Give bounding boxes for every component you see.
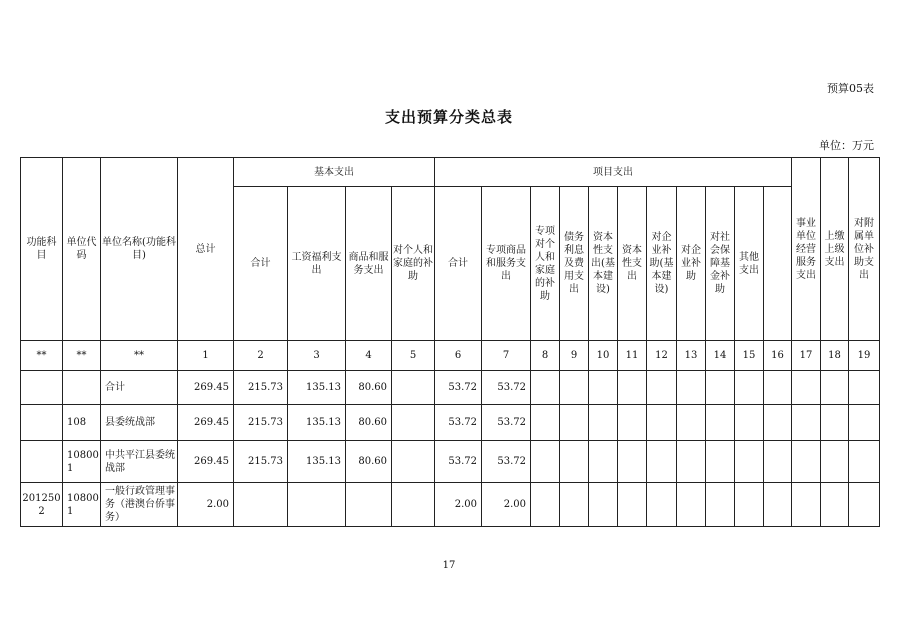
header-enterprise-subsidy: 对企业补助 xyxy=(677,187,706,341)
index-cell: 17 xyxy=(792,341,821,371)
index-cell: ** xyxy=(63,341,101,371)
index-cell: ** xyxy=(21,341,63,371)
index-cell: 11 xyxy=(618,341,647,371)
index-cell: 16 xyxy=(764,341,792,371)
index-cell: 9 xyxy=(560,341,589,371)
table-row xyxy=(21,483,880,527)
wages-cell: 135.13 xyxy=(288,441,346,483)
project-total-cell: 2.00 xyxy=(435,483,482,527)
page-title: 支出预算分类总表 xyxy=(384,108,513,126)
basic-total-cell: 215.73 xyxy=(234,405,288,441)
index-cell: 6 xyxy=(435,341,482,371)
header-func-subject: 功能科目 xyxy=(21,158,63,341)
project-total-cell: 53.72 xyxy=(435,405,482,441)
wages-cell: 135.13 xyxy=(288,371,346,405)
index-cell: 4 xyxy=(346,341,392,371)
personal-cell xyxy=(392,405,435,441)
index-cell: 5 xyxy=(392,341,435,371)
header-unit-name: 单位名称(功能科目) xyxy=(101,158,178,341)
budget-table xyxy=(20,157,880,527)
header-basic-total: 合计 xyxy=(234,187,288,341)
personal-cell xyxy=(392,441,435,483)
index-row xyxy=(21,341,880,371)
header-enterprise-subsidy-basic: 对企业补助(基本建设) xyxy=(647,187,677,341)
index-cell: 19 xyxy=(849,341,880,371)
index-cell: 10 xyxy=(589,341,618,371)
index-cell: 14 xyxy=(706,341,735,371)
header-project-group: 项目支出 xyxy=(435,158,792,187)
table-row xyxy=(21,371,880,405)
basic-total-cell: 215.73 xyxy=(234,441,288,483)
personal-cell xyxy=(392,483,435,527)
func-cell xyxy=(21,371,63,405)
index-cell: 12 xyxy=(647,341,677,371)
total-cell: 2.00 xyxy=(178,483,234,527)
code-cell: 108 xyxy=(63,405,101,441)
name-cell: 中共平江县委统战部 xyxy=(101,441,178,483)
header-project-total: 合计 xyxy=(435,187,482,341)
header-unit-code: 单位代码 xyxy=(63,158,101,341)
name-cell: 合计 xyxy=(101,371,178,405)
header-operating: 事业单位经营服务支出 xyxy=(792,158,821,341)
header-wages: 工资福利支出 xyxy=(288,187,346,341)
func-cell xyxy=(21,405,63,441)
goods-cell: 80.60 xyxy=(346,371,392,405)
goods-cell: 80.60 xyxy=(346,405,392,441)
code-cell xyxy=(63,371,101,405)
personal-cell xyxy=(392,371,435,405)
index-cell: 3 xyxy=(288,341,346,371)
header-upper-payment: 上缴上级支出 xyxy=(821,158,849,341)
basic-total-cell: 215.73 xyxy=(234,371,288,405)
header-special-goods: 专项商品和服务支出 xyxy=(482,187,531,341)
table-row xyxy=(21,405,880,441)
index-cell: 15 xyxy=(735,341,764,371)
header-special-personal: 专项对个人和家庭的补助 xyxy=(531,187,560,341)
name-cell: 一般行政管理事务（港澳台侨事务） xyxy=(101,483,178,527)
wages-cell: 135.13 xyxy=(288,405,346,441)
total-cell: 269.45 xyxy=(178,441,234,483)
header-goods: 商品和服务支出 xyxy=(346,187,392,341)
code-cell: 108001 xyxy=(63,483,101,527)
project-total-cell: 53.72 xyxy=(435,441,482,483)
index-cell: 18 xyxy=(821,341,849,371)
header-other: 其他支出 xyxy=(735,187,764,341)
table-row xyxy=(21,441,880,483)
index-cell: 13 xyxy=(677,341,706,371)
header-total: 总计 xyxy=(178,158,234,341)
index-cell: 1 xyxy=(178,341,234,371)
func-cell: 2012502 xyxy=(21,483,63,527)
goods-cell: 80.60 xyxy=(346,441,392,483)
page-number: 17 xyxy=(442,560,456,571)
index-cell: 8 xyxy=(531,341,560,371)
header-capital: 资本性支出 xyxy=(618,187,647,341)
header-basic-group: 基本支出 xyxy=(234,158,435,187)
name-cell: 县委统战部 xyxy=(101,405,178,441)
index-cell: ** xyxy=(101,341,178,371)
header-row-1 xyxy=(21,158,880,187)
index-cell: 7 xyxy=(482,341,531,371)
header-social-security: 对社会保障基金补助 xyxy=(706,187,735,341)
func-cell xyxy=(21,441,63,483)
total-cell: 269.45 xyxy=(178,405,234,441)
index-cell: 2 xyxy=(234,341,288,371)
goods-cell xyxy=(346,483,392,527)
special-goods-cell: 53.72 xyxy=(482,441,531,483)
project-total-cell: 53.72 xyxy=(435,371,482,405)
special-goods-cell: 53.72 xyxy=(482,371,531,405)
header-capital-basic: 资本性支出(基本建设) xyxy=(589,187,618,341)
form-number: 预算05表 xyxy=(827,82,874,95)
header-personal-subsidy: 对个人和家庭的补助 xyxy=(392,187,435,341)
wages-cell xyxy=(288,483,346,527)
basic-total-cell xyxy=(234,483,288,527)
code-cell: 108001 xyxy=(63,441,101,483)
total-cell: 269.45 xyxy=(178,371,234,405)
special-goods-cell: 53.72 xyxy=(482,405,531,441)
header-debt-interest: 债务利息及费用支出 xyxy=(560,187,589,341)
special-goods-cell: 2.00 xyxy=(482,483,531,527)
header-affiliated-subsidy: 对附属单位补助支出 xyxy=(849,158,880,341)
unit-label: 单位：万元 xyxy=(819,139,874,152)
